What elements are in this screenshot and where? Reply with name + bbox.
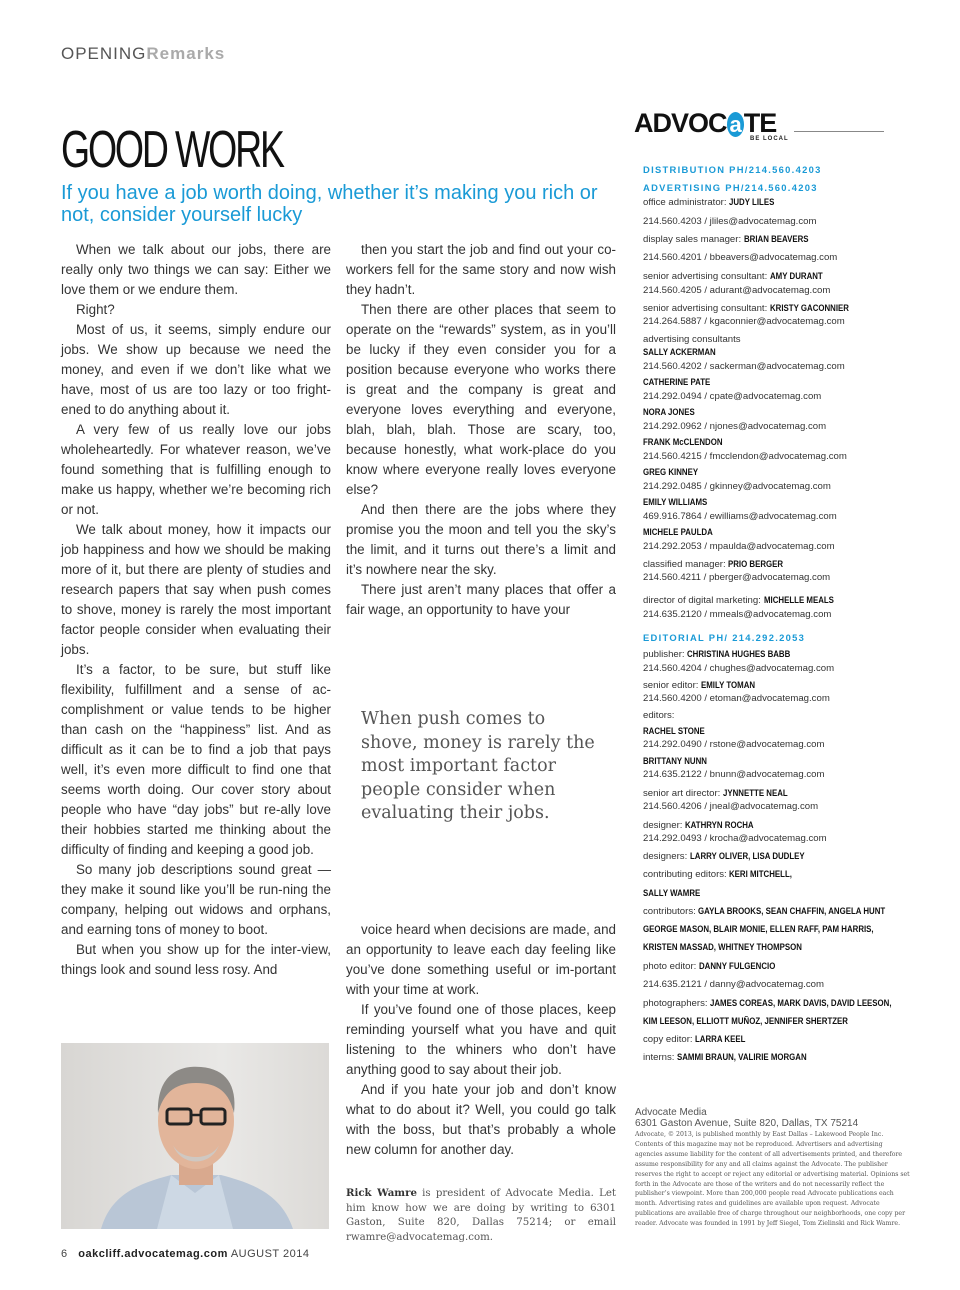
staff-name: DANNY FULGENCIO — [699, 961, 776, 972]
staff-name: GEORGE MASON, BLAIR MONIE, ELLEN RAFF, PAM HARRIS, — [643, 924, 874, 935]
staff-name: AMY DURANT — [769, 271, 823, 282]
staff-name: CHRISTINA HUGHES BABB — [687, 649, 791, 660]
masthead-department: EDITORIAL PH/ 214.292.2053 — [643, 632, 806, 643]
masthead-contact: 214.560.4205 / adurant@advocatemag.com — [643, 285, 831, 296]
staff-name: KERI MITCHELL, — [729, 869, 793, 880]
logo-divider — [794, 131, 884, 132]
publisher-legal: Advocate, © 2013, is published monthly by East Dallas – Lakewood People Inc. Contents of this magazine may not be reproduced. Advertisers and advertising agencies assume liability for the content of all advertisements printed, and therefore assume responsibility for any and all claims against the Advocate. The publisher reserves the right to accept or reject any editorial or advertising material. Opinions set forth in the Advocate are those of the writers and do not necessarily reflect the publisher’s viewpoint. More than 200,000 people read Advocate publications each month. Advertising rates and guidelines are available upon request. Advocate publications are available free of charge throughout our neighborhoods, one copy per reader. Advocate was founded in 1991 by Jeff Siegel, Tom Zielinski and Rick Wamre. — [635, 1131, 910, 1228]
section-header — [61, 44, 225, 64]
article-column-2-bottom — [346, 920, 616, 1160]
masthead-role-line — [643, 869, 806, 880]
author-bio — [346, 1186, 616, 1245]
staff-role: classified manager: — [643, 559, 729, 570]
staff-role: senior advertising consultant: — [643, 271, 770, 282]
publisher-info — [635, 1107, 910, 1229]
staff-name: SALLY ACKERMAN — [643, 347, 716, 358]
staff-role: display sales manager: — [643, 234, 744, 245]
masthead-role-line — [643, 788, 802, 799]
staff-role: interns: — [643, 1052, 678, 1063]
publisher-name: Advocate Media — [635, 1107, 707, 1118]
article-paragraph: And if you hate your job and don’t know what to do about it? Well, you could go talk with the boss, but that’s probably a whole new column for another day. — [346, 1082, 616, 1157]
masthead-role-line — [643, 271, 834, 282]
logo-tagline: BE LOCAL — [750, 136, 789, 142]
advocate-logo — [634, 108, 789, 142]
pull-quote: When push comes to shove, money is rarely the most important factor people consider when evaluating their jobs. — [361, 709, 595, 823]
article-paragraph: But when you show up for the inter-view, things look and sound less rosy. And — [61, 942, 331, 977]
staff-role: senior editor: — [643, 680, 702, 691]
page-number: 6 — [61, 1248, 68, 1260]
footer-site: oakcliff.advocatemag.com — [78, 1248, 228, 1260]
masthead-staff-line — [643, 437, 740, 448]
masthead-contact: 214.560.4203 / jliles@advocatemag.com — [643, 216, 817, 227]
staff-name: BRIAN BEAVERS — [743, 234, 809, 245]
staff-role: senior art director: — [643, 788, 723, 799]
staff-name: EMILY TOMAN — [701, 680, 756, 691]
staff-name: LARRY OLIVER, LISA DUDLEY — [689, 851, 805, 862]
staff-name: SAMMI BRAUN, VALIRIE MORGAN — [677, 1052, 807, 1063]
masthead-role-line — [643, 303, 866, 314]
staff-name: MICHELE PAULDA — [643, 527, 713, 538]
staff-name: JAMES COREAS, MARK DAVIS, DAVID LEESON, — [710, 998, 892, 1009]
article-paragraph: Right? — [76, 302, 115, 317]
staff-name: KIM LEESON, ELLIOTT MUÑOZ, JENNIFER SHERTZER — [643, 1016, 848, 1027]
article-column-1 — [61, 240, 331, 980]
masthead-contact: 214.560.4211 / pberger@advocatemag.com — [643, 572, 831, 583]
staff-name: FRANK McCLENDON — [643, 437, 723, 448]
masthead-role-line — [643, 851, 830, 862]
masthead-contact: 214.292.0962 / njones@advocatemag.com — [643, 421, 827, 432]
author-portrait-image — [61, 1043, 329, 1229]
staff-role: photographers: — [643, 998, 711, 1009]
masthead-role-line — [643, 595, 849, 606]
masthead-contact: 214.560.4204 / chughes@advocatemag.com — [643, 663, 835, 674]
masthead-department: ADVERTISING PH/214.560.4203 — [643, 182, 818, 193]
masthead-staff-line — [643, 942, 837, 953]
footer-issue: AUGUST 2014 — [230, 1248, 310, 1260]
staff-name: CATHERINE PATE — [643, 377, 711, 388]
article-column-2-top — [346, 240, 616, 620]
section-sublabel: Remarks — [146, 44, 226, 63]
masthead-contact: 214.635.2122 / bnunn@advocatemag.com — [643, 769, 825, 780]
masthead-contact: 214.560.4206 / jneal@advocatemag.com — [643, 801, 819, 812]
masthead-role-line — [643, 1052, 835, 1063]
staff-role: designers: — [643, 851, 690, 862]
masthead-contact: 469.916.7864 / ewilliams@advocatemag.com — [643, 511, 837, 522]
staff-role: contributors: — [643, 906, 699, 917]
masthead-staff-line — [643, 924, 924, 935]
masthead-staff-line — [643, 1016, 893, 1027]
staff-name: GAYLA BROOKS, SEAN CHAFFIN, ANGELA HUNT — [698, 906, 886, 917]
staff-role: contributing editors: — [643, 869, 730, 880]
masthead-staff-line — [643, 756, 721, 767]
masthead-contact: 214.292.0494 / cpate@advocatemag.com — [643, 391, 822, 402]
staff-role: copy editor: — [643, 1034, 696, 1045]
masthead-contact: 214.292.0490 / rstone@advocatemag.com — [643, 739, 825, 750]
article-paragraph: We talk about money, how it impacts our job happiness and how we should be making more of it, but there are plenty of studies and research papers that say when push comes to shove, money is rarely the most important factor people consider when evaluating their jobs. — [61, 522, 331, 657]
article-paragraph: Then there are other places that seem to operate on the “rewards” system, as in you’ll be lucky if they even consider you for a position because everyone who works there is great and the company is great and everyone loves everything and everyone, blah, blah, blah. Those are scary, too, because honestly, what work-place do you know where everyone really loves everyone else? — [346, 302, 616, 497]
masthead-role-line — [643, 649, 813, 660]
masthead-staff-line — [643, 407, 706, 418]
staff-name: NORA JONES — [643, 407, 695, 418]
masthead-contact: editors: — [643, 710, 675, 721]
masthead-contact: 214.560.4215 / fmcclendon@advocatemag.com — [643, 451, 847, 462]
staff-name: EMILY WILLIAMS — [643, 497, 708, 508]
article-paragraph: So many job descriptions sound great — they make it sound like you’ll be run-ning the company, helping out widows and orphans, and earning tons of money to boot. — [61, 862, 331, 937]
article-paragraph: There just aren’t many places that offer a fair wage, an opportunity to have your — [346, 582, 616, 617]
staff-name: PRIO BERGER — [728, 559, 784, 570]
article-paragraph: And then there are the jobs where they promise you the moon and tell you the sky’s the limit, and it turns out there’s a limit and it’s nowhere near the sky. — [346, 502, 616, 577]
article-paragraph: If you’ve found one of those places, keep reminding yourself what you have and quit listening to the whiners who don’t have anything good to say about their job. — [346, 1002, 616, 1077]
staff-name: KRISTEN MASSAD, WHITNEY THOMPSON — [643, 942, 802, 953]
staff-name: RACHEL STONE — [643, 726, 705, 737]
masthead-staff-line — [643, 377, 725, 388]
masthead-contact: 214.292.2053 / mpaulda@advocatemag.com — [643, 541, 835, 552]
masthead-staff-line — [643, 527, 728, 538]
masthead-contact: 214.264.5887 / kgaconnier@advocatemag.com — [643, 316, 845, 327]
staff-role: designer: — [643, 820, 686, 831]
masthead-role-line — [643, 559, 796, 570]
masthead-role-line — [643, 197, 784, 208]
masthead-staff-line — [643, 347, 732, 358]
staff-role: office administrator: — [643, 197, 730, 208]
author-bio-text: is president of Advocate Media. Let him know how we are doing by writing to 6301 Gaston, Suite 820, Dallas 75214; or email rwamre@advocatemag.com. — [346, 1188, 616, 1243]
masthead-contact: 214.635.2121 / danny@advocatemag.com — [643, 979, 824, 990]
staff-name: KRISTY GACONNIER — [769, 303, 849, 314]
staff-name: MICHELLE MEALS — [763, 595, 834, 606]
masthead-contact: 214.560.4202 / sackerman@advocatemag.com — [643, 361, 845, 372]
staff-role: photo editor: — [643, 961, 700, 972]
logo-a-mark: a — [727, 112, 744, 137]
masthead-role-line — [643, 680, 767, 691]
article-paragraph: then you start the job and find out your co-workers fell for the same story and now wish they hadn’t. — [346, 242, 616, 297]
masthead-staff-line — [643, 497, 721, 508]
article-paragraph: Most of us, it seems, simply endure our jobs. We show up because we need the money, and even if we don’t like what we have, most of us are too lazy or too fright-ened to do anything about it. — [61, 322, 331, 417]
masthead-staff-line — [643, 888, 713, 899]
staff-name: KATHRYN ROCHA — [685, 820, 754, 831]
masthead-contact: advertising consultants — [643, 334, 741, 345]
staff-name: SALLY WAMRE — [643, 888, 701, 899]
masthead-staff-line — [643, 726, 718, 737]
staff-name: GREG KINNEY — [643, 467, 699, 478]
article-paragraph: When we talk about our jobs, there are really only two things we can say: Either we love them or we endure them. — [61, 242, 331, 297]
masthead-contact: 214.560.4201 / bbeavers@advocatemag.com — [643, 252, 838, 263]
author-name: Rick Wamre — [346, 1187, 417, 1199]
page-footer — [61, 1248, 309, 1260]
staff-name: JUDY LILES — [729, 197, 775, 208]
masthead-contact: 214.292.0493 / krocha@advocatemag.com — [643, 833, 827, 844]
masthead-role-line — [643, 234, 823, 245]
masthead-role-line — [643, 906, 927, 917]
section-label: OPENING — [61, 44, 147, 63]
article-paragraph: voice heard when decisions are made, and an opportunity to leave each day feeling like you’ve done something useful or im-portant with your time at work. — [346, 922, 616, 997]
staff-name: BRITTANY NUNN — [643, 756, 707, 767]
masthead-role-line — [643, 961, 792, 972]
logo-word-right: TE — [743, 108, 777, 138]
article-paragraph: A very few of us really love our jobs wholeheartedly. For whatever reason, we’ve found something that is fulfilling enough to make us happy, whether we’re becoming rich or not. — [61, 422, 331, 517]
masthead-role-line — [643, 998, 932, 1009]
masthead-department: DISTRIBUTION PH/214.560.4203 — [643, 164, 822, 175]
staff-name: JYNNETTE NEAL — [722, 788, 788, 799]
author-photo — [61, 1043, 329, 1229]
masthead-role-line — [643, 820, 769, 831]
staff-name: LARRA KEEL — [695, 1034, 746, 1045]
publisher-address: 6301 Gaston Avenue, Suite 820, Dallas, TX 75214 — [635, 1118, 859, 1129]
logo-word-left: ADVOC — [634, 108, 727, 138]
staff-role: publisher: — [643, 649, 688, 660]
masthead-contact: 214.560.4200 / etoman@advocatemag.com — [643, 693, 830, 704]
deck: If you have a job worth doing, whether it’s making you rich or not, consider yourself lucky — [61, 182, 598, 226]
masthead-staff-line — [643, 467, 710, 478]
staff-role: director of digital marketing: — [643, 595, 764, 606]
masthead-contact: 214.292.0485 / gkinney@advocatemag.com — [643, 481, 831, 492]
headline: GOOD WORK — [61, 121, 283, 179]
masthead-contact: 214.635.2120 / mmeals@advocatemag.com — [643, 609, 832, 620]
masthead-role-line — [643, 1034, 757, 1045]
staff-role: senior advertising consultant: — [643, 303, 770, 314]
article-paragraph: It’s a factor, to be sure, but stuff like flexibility, fulfillment and a sense of ac-complishment or value tends to be higher than cash on the “happiness” list. And as difficult as it can be to find a job that pays well, it’s even more difficult to find one that seems worth doing. Our cover story about people who have “day jobs” but re-ally love their hobbies started me thinking about the difficulty of finding and keeping a good job. — [61, 662, 331, 857]
